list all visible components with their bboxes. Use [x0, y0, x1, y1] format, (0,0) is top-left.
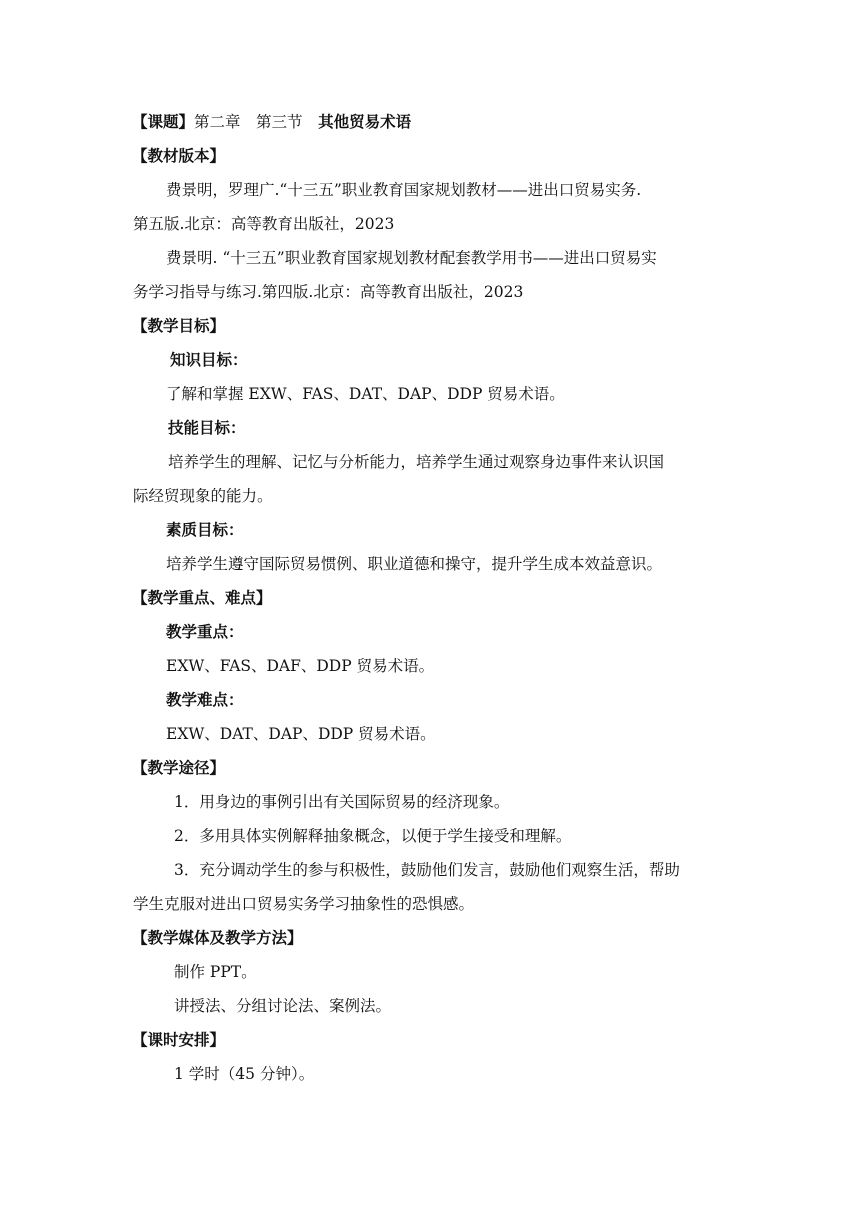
topic-text: 其他贸易术语 [318, 112, 412, 131]
textbook-ref2-line1: 费景明. “十三五”职业教育国家规划教材配套教学用书——进出口贸易实 [166, 249, 657, 267]
skill-objective-line2: 际经贸现象的能力。 [133, 487, 273, 505]
approach-item-1: 1．用身边的事例引出有关国际贸易的经济现象。 [174, 793, 510, 811]
skill-objective-label: 技能目标： [168, 418, 246, 437]
chapter-text: 第二章 [194, 113, 241, 131]
knowledge-objective-label: 知识目标： [170, 350, 248, 369]
objectives-heading: 【教学目标】 [132, 316, 226, 335]
schedule-heading: 【课时安排】 [132, 1030, 226, 1049]
textbook-ref1-line2: 第五版.北京：高等教育出版社，2023 [133, 215, 395, 233]
knowledge-objective-text: 了解和掌握 EXW、FAS、DAT、DAP、DDP 贸易术语。 [166, 385, 565, 403]
difficulty-text: EXW、DAT、DAP、DDP 贸易术语。 [166, 725, 436, 743]
quality-objective-text: 培养学生遵守国际贸易惯例、职业道德和操守，提升学生成本效益意识。 [166, 555, 663, 573]
schedule-line-1: 1 学时（45 分钟）。 [174, 1065, 315, 1083]
media-line-2: 讲授法、分组讨论法、案例法。 [174, 997, 392, 1015]
textbook-ref2-line2: 务学习指导与练习.第四版.北京：高等教育出版社，2023 [133, 283, 524, 301]
approach-item-2: 2．多用具体实例解释抽象概念，以便于学生接受和理解。 [174, 827, 572, 845]
lesson-title-line [132, 112, 411, 132]
skill-objective-line1: 培养学生的理解、记忆与分析能力，培养学生通过观察身边事件来认识国 [168, 453, 665, 471]
approach-item-3-line2: 学生克服对进出口贸易实务学习抽象性的恐惧感。 [133, 895, 475, 913]
textbook-ref1-line1: 费景明，罗理广.“十三五”职业教育国家规划教材——进出口贸易实务. [166, 181, 642, 199]
approach-heading: 【教学途径】 [132, 758, 226, 777]
section-text: 第三节 [256, 113, 303, 131]
textbook-heading: 【教材版本】 [132, 146, 226, 165]
key-points-heading: 【教学重点、难点】 [132, 588, 272, 607]
difficulty-label: 教学难点： [166, 690, 244, 709]
approach-item-3-line1: 3．充分调动学生的参与积极性，鼓励他们发言，鼓励他们观察生活，帮助 [174, 861, 680, 879]
focus-label: 教学重点： [166, 622, 244, 641]
media-heading: 【教学媒体及教学方法】 [132, 928, 303, 947]
lesson-title-label: 【课题】 [132, 112, 195, 131]
media-line-1: 制作 PPT。 [174, 963, 257, 981]
focus-text: EXW、FAS、DAF、DDP 贸易术语。 [166, 657, 435, 675]
quality-objective-label: 素质目标： [166, 520, 244, 539]
